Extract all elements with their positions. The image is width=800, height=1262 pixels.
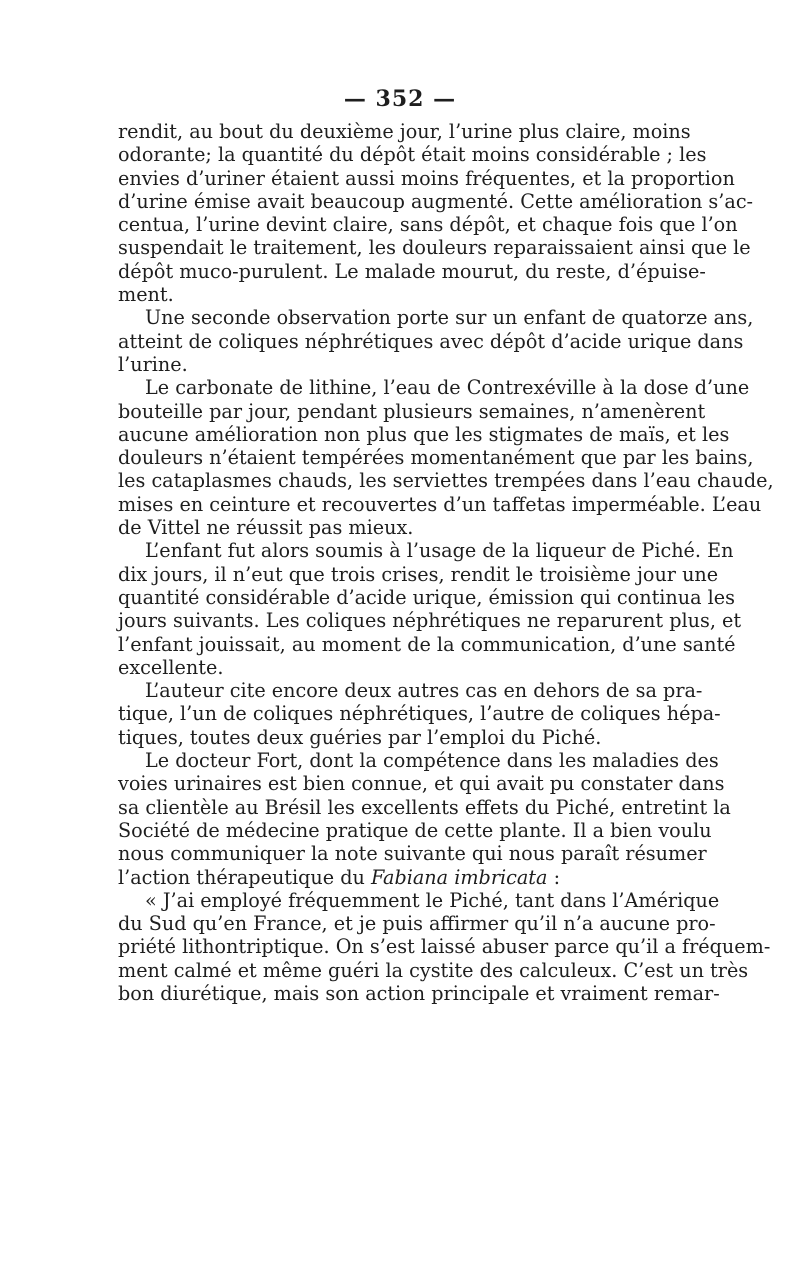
paragraph	[118, 306, 754, 376]
paragraph	[118, 679, 721, 749]
text-line: tique, l’un de coliques néphrétiques, l’autre de coliques hépa-	[118, 702, 721, 726]
text-line: odorante; la quantité du dépôt était moins considérable ; les	[118, 143, 707, 167]
paragraph	[118, 376, 774, 540]
text-line: envies d’uriner étaient aussi moins fréquentes, et la proportion	[118, 166, 735, 190]
text-line: de Vittel ne réussit pas mieux.	[118, 516, 414, 540]
text-line: mises en ceinture et recouvertes d’un taffetas imperméable. L’eau	[118, 492, 762, 516]
text-line: bon diurétique, mais son action principale et vraiment remar-	[118, 981, 720, 1005]
text-line: les cataplasmes chauds, les serviettes trempées dans l’eau chaude,	[118, 469, 774, 493]
text-line: L’enfant fut alors soumis à l’usage de la liqueur de Piché. En	[145, 539, 734, 563]
text-line: Le carbonate de lithine, l’eau de Contrexéville à la dose d’une	[145, 376, 750, 400]
text-line: priété lithontriptique. On s’est laissé abuser parce qu’il a fréquem-	[118, 935, 771, 959]
text-line: jours suivants. Les coliques néphrétiques ne reparurent plus, et	[118, 609, 742, 633]
text-fragment: l’action thérapeutique du	[118, 865, 371, 889]
text-line: L’auteur cite encore deux autres cas en dehors de sa pra-	[145, 679, 703, 703]
page-number: — 352 —	[343, 86, 457, 112]
text-line: dix jours, il n’eut que trois crises, rendit le troisième jour une	[118, 562, 719, 586]
text-line: l’urine.	[118, 352, 188, 376]
text-line: Société de médecine pratique de cette plante. Il a bien voulu	[118, 818, 712, 842]
text-fragment: :	[547, 865, 561, 889]
text-line: quantité considérable d’acide urique, émission qui continua les	[118, 585, 736, 609]
text-line: suspendait le traitement, les douleurs reparaissaient ainsi que le	[118, 236, 751, 260]
text-line: bouteille par jour, pendant plusieurs semaines, n’amenèrent	[118, 399, 706, 423]
species-name: Fabiana imbricata	[371, 865, 548, 889]
text-line: du Sud qu’en France, et je puis affirmer qu’il n’a aucune pro-	[118, 912, 716, 936]
text-line: « J’ai employé fréquemment le Piché, tant dans l’Amérique	[145, 888, 720, 912]
text-line	[118, 866, 676, 889]
text-line: ment.	[118, 283, 174, 307]
paragraph	[118, 120, 754, 307]
text-line: aucune amélioration non plus que les stigmates de maïs, et les	[118, 422, 730, 446]
text-line: d’urine émise avait beaucoup augmenté. Cette amélioration s’ac-	[118, 189, 754, 213]
paragraph	[118, 539, 742, 679]
text-line: l’enfant jouissait, au moment de la communication, d’une santé	[118, 632, 736, 656]
text-line: sa clientèle au Brésil les excellents effets du Piché, entretint la	[118, 795, 731, 819]
text-line: nous communiquer la note suivante qui nous paraît résumer	[118, 842, 707, 866]
text-line: rendit, au bout du deuxième jour, l’urine plus claire, moins	[118, 120, 691, 143]
text-line: ment calmé et même guéri la cystite des calculeux. C’est un très	[118, 958, 749, 982]
text-line: atteint de coliques néphrétiques avec dépôt d’acide urique dans	[118, 329, 744, 353]
paragraph	[118, 888, 771, 1005]
text-line: voies urinaires est bien connue, et qui avait pu constater dans	[118, 772, 725, 796]
text-line: Une seconde observation porte sur un enfant de quatorze ans,	[145, 306, 754, 330]
text-line: douleurs n’étaient tempérées momentanément que par les bains,	[118, 446, 754, 470]
paragraph	[118, 749, 731, 889]
text-line: centua, l’urine devint claire, sans dépôt, et chaque fois que l’on	[118, 213, 738, 237]
text-line: dépôt muco-purulent. Le malade mourut, du reste, d’épuise-	[118, 259, 706, 283]
text-line: excellente.	[118, 655, 224, 679]
text-line: Le docteur Fort, dont la compétence dans les maladies des	[145, 749, 719, 773]
page-body	[118, 120, 774, 1005]
text-line: tiques, toutes deux guéries par l’emploi du Piché.	[118, 725, 602, 749]
